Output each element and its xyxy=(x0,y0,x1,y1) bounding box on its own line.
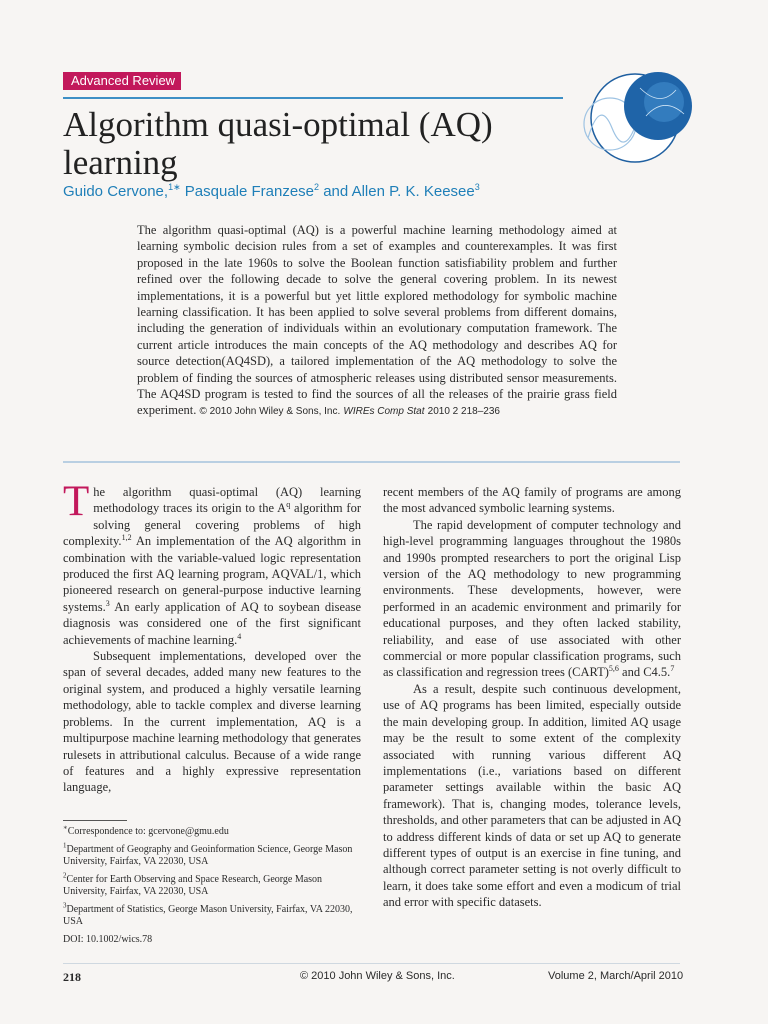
footnotes xyxy=(63,823,361,951)
author-affiliation-mark: 3 xyxy=(474,182,480,192)
journal-name: WIREs Comp Stat xyxy=(343,406,425,418)
journal-logo-icon xyxy=(580,68,710,168)
author-affiliation-mark: 1∗ xyxy=(168,182,181,192)
article-type-badge: Advanced Review xyxy=(63,72,181,90)
author-name[interactable]: and Allen P. K. Keesee xyxy=(323,183,475,200)
paragraph: The algorithm quasi-optimal (AQ) learning methodology traces its origin to the $A^q$ algorithm for solving general covering problems of high complexity.$^{1,2}$ An implementation of the AQ algorithm in combination with the variable-valued logic representation produced the first AQ learning program, AQVAL/1, which pioneered research on general-purpose inductive learning systems.$^3$ An early application of AQ to soybean disease diagnosis was considered one of the first significant achievements of machine learning.$^4$ xyxy=(63,478,361,647)
footnote-affiliation: $^2$Center for Earth Observing and Space Research, George Mason University, Fairfax, VA 22030, USA xyxy=(63,871,323,897)
paragraph: Subsequent implementations, developed over the span of several decades, added many new features to the original system, and produced a highly versatile learning methodology, able to tackle complex and diverse learning problems. In the current implementation, AQ is a multipurpose machine learning methodology that generates rulesets in attributional calculus. Because of a wide range of features and a highly expressive representation language, xyxy=(63,649,361,795)
footer-rule xyxy=(63,963,680,964)
abstract-copyright: © 2010 John Wiley & Sons, Inc. xyxy=(199,406,341,418)
abstract xyxy=(137,222,617,421)
doi[interactable]: DOI: 10.1002/wics.78 xyxy=(63,933,153,945)
drop-cap: T xyxy=(63,478,90,525)
article-title: Algorithm quasi-optimal (AQ) learning xyxy=(63,105,493,182)
citation-ref[interactable]: 3 xyxy=(105,598,110,608)
footer-volume: Volume 2, March/April 2010 xyxy=(548,970,684,982)
author-affiliation-mark: 2 xyxy=(314,182,320,192)
author-list xyxy=(63,182,480,200)
footnote-correspondence: ∗Correspondence to: gcervone@gmu.edu xyxy=(63,823,229,837)
header-rule xyxy=(63,97,563,99)
paragraph: As a result, despite such continuous development, use of AQ programs has been limited, especially outside the main developing group. In addition, limited AQ usage may be the result to some extent of the complexity associated with running various different AQ implementations (i.e., variations based on different parameter settings available within the basic AQ framework). That is, changing modes, tolerance levels, thresholds, and other parameters that can be adjusted in AQ to address different kinds of data or set up AQ to generate different types of output is an exercise in fine tuning, and although correct parameter setting is not overly difficult to learn, it does take some effort and even a modicum of trial and error with specific datasets. xyxy=(383,681,681,910)
paragraph: recent members of the AQ family of programs are among the most advanced symbolic learning systems. xyxy=(383,485,681,516)
citation-ref[interactable]: 7 xyxy=(670,664,675,674)
footnote-rule xyxy=(63,820,127,821)
citation-ref[interactable]: 4 xyxy=(237,631,242,641)
abstract-text: The algorithm quasi-optimal (AQ) is a powerful machine learning methodology aimed at learning symbolic decision rules from a set of examples and counterexamples. It was first proposed in the late 1960s to solve the Boolean function satisfiability problem and further refined over the following decade to solve the general covering problem. In its newest implementations, it is a powerful but yet little explored methodology for symbolic machine learning classification. It has been applied to solve several problems from different domains, including the generation of individuals within an evolutionary computation framework. The current article introduces the main concepts of the AQ methodology and describes AQ for source detection(AQ4SD), a tailored implementation of the AQ methodology to solve the problem of finding the sources of atmospheric releases using distributed sensor measurements. The AQ4SD program is tested to find the sources of all the releases of the prairie grass field experiment. xyxy=(137,223,617,418)
footnote-affiliation: $^3$Department of Statistics, George Mason University, Fairfax, VA 22030, USA xyxy=(63,901,353,927)
author-name[interactable]: Pasquale Franzese xyxy=(184,183,315,200)
footer-copyright: © 2010 John Wiley & Sons, Inc. xyxy=(300,970,455,982)
section-rule xyxy=(63,461,680,463)
citation: 2010 2 218–236 xyxy=(427,406,500,418)
citation-ref[interactable]: 5,6 xyxy=(608,664,619,674)
footnote-affiliation: $^1$Department of Geography and Geoinformation Science, George Mason University, Fairfax, VA 22030, USA xyxy=(63,841,353,867)
page-number: 218 xyxy=(63,970,81,984)
body-column-right xyxy=(383,484,681,911)
author-name[interactable]: Guido Cervone, xyxy=(63,183,169,200)
paragraph: The rapid development of computer technology and high-level programming languages throughout the 1980s and 1990s prompted researchers to port the original Lisp version of the AQ methodology to new programming environments. These developments, however, were performed in an academic environment and primarily for educational purposes, and they often lacked stability, reliability, and ease of use associated with other commercial or more popular classification programs, such as classification and regression trees (CART)$^{5,6}$ and C4.5.$^7$ xyxy=(383,517,681,680)
body-column-left xyxy=(63,478,361,796)
citation-ref[interactable]: 1,2 xyxy=(121,533,132,543)
